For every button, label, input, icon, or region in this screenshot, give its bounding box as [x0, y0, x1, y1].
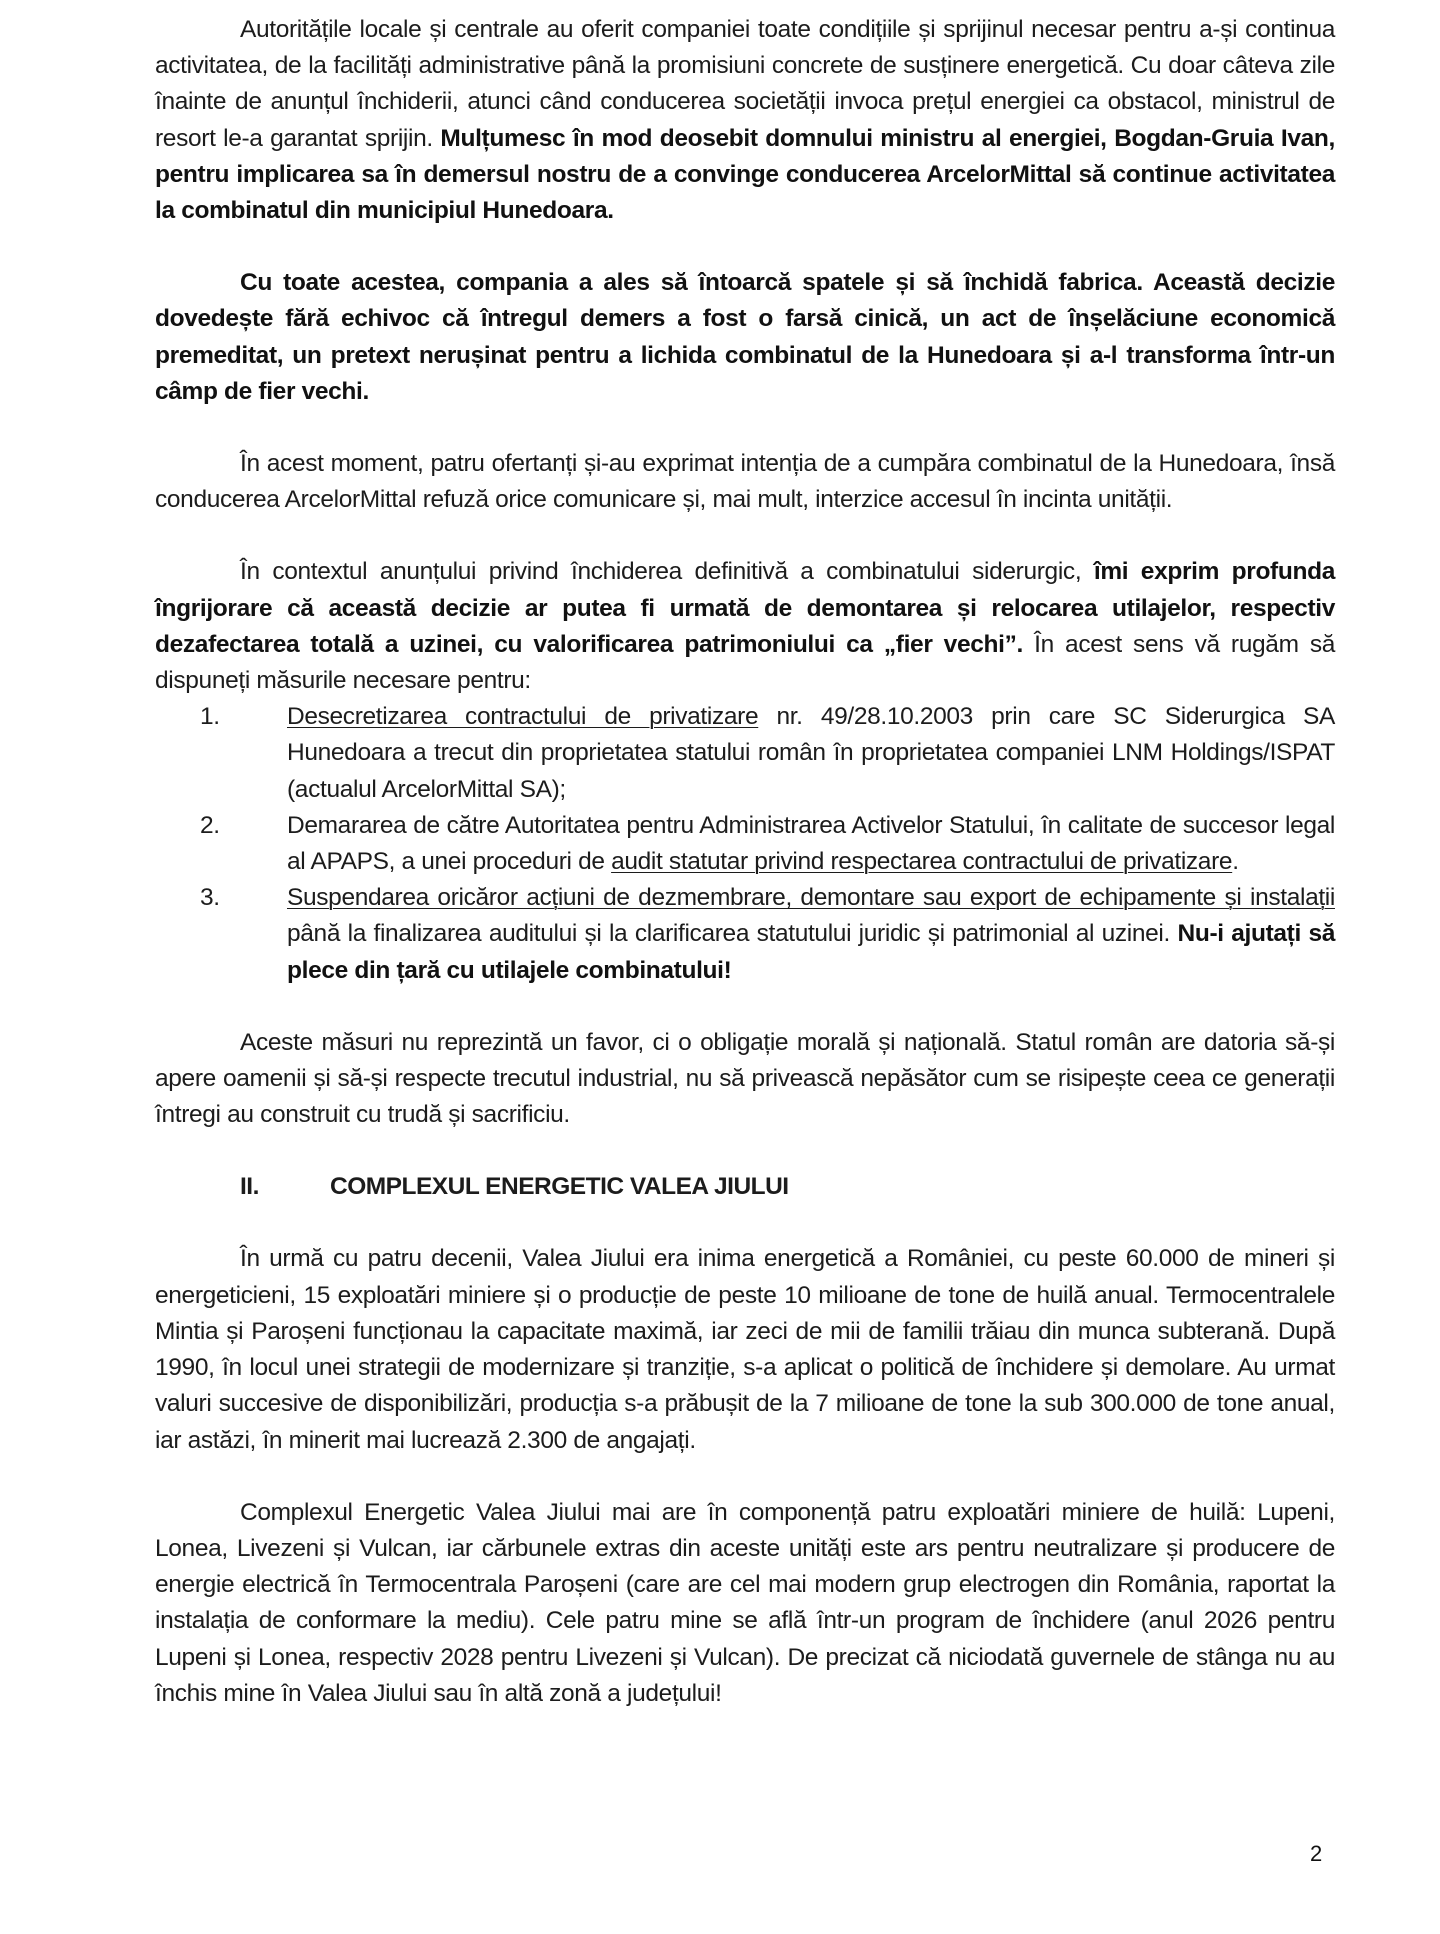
paragraph-bold-thanks: Mulțumesc în mod deosebit domnului ministru al energiei, Bogdan-Gruia Ivan, pentru implicarea sa în demersul nostru de a convinge conducerea ArcelorMittal să continue activitatea la combinatul din municipiul Hunedoara.	[155, 124, 1335, 225]
section-number: II.	[240, 1173, 259, 1201]
measure-underlined-text: Desecretizarea contractului de privatizare	[287, 703, 759, 731]
paragraph-text: Autoritățile locale și centrale au oferit companiei toate condițiile și sprijinul necesar pentru a-și continua activitatea, de la facilități administrative până la promisiuni concrete de susținere energetică. Cu doar câteva zile înainte de anunțul închiderii, atunci când conducerea societății invoca prețul energiei ca obstacol, ministrul de resort le-a garantat sprijin.	[155, 16, 1335, 152]
measure-bold-text: Nu-i ajutați să plece din țară cu utilajele combinatului!	[287, 920, 1335, 984]
section-heading	[155, 1169, 1335, 1205]
paragraph-gap	[155, 1459, 1335, 1495]
measure-number: 1.	[200, 703, 220, 731]
measure-item	[155, 880, 1335, 989]
measure-text: până la finalizarea auditului și la clarificarea statutului juridic și patrimonial al uzinei.	[287, 920, 1178, 948]
page-content	[155, 12, 1335, 1712]
paragraph-text: În acest sens vă rugăm să dispuneți măsurile necesare pentru:	[155, 630, 1335, 695]
paragraph-text: Aceste măsuri nu reprezintă un favor, ci o obligație morală și națională. Statul român are datoria să-și apere oamenii și să-și respecte trecutul industrial, nu să privească nepăsător cum se risipește ceea ce generații întregi au construit cu trudă și sacrificiu.	[155, 1028, 1335, 1129]
paragraph-bold-text: Cu toate acestea, compania a ales să întoarcă spatele și să închidă fabrica. Această decizie dovedește fără echivoc că întregul demers a fost o farsă cinică, un act de înșelăciune economică premeditat, un pretext nerușinat pentru a lichida combinatul de la Hunedoara și a-l transforma într-un câmp de fier vechi.	[155, 269, 1335, 405]
measure-item	[155, 808, 1335, 880]
paragraph-gap	[155, 518, 1335, 554]
measures-list	[155, 699, 1335, 989]
paragraph-gap	[155, 229, 1335, 265]
measure-underlined-text: audit statutar privind respectarea contractului de privatizare	[611, 848, 1233, 876]
paragraph-gap	[155, 989, 1335, 1025]
page-number: 2	[1310, 1841, 1323, 1866]
paragraph-text: Complexul Energetic Valea Jiului mai are în componență patru exploatări miniere de huilă: Lupeni, Lonea, Livezeni și Vulcan, iar cărbunele extras din aceste unități este ars pentru neutralizare și producere de energie electrică în Termocentrala Paroșeni (care are cel mai modern grup electrogen din România, raportat la instalația de conformare la mediu). Cele patru mine se află într-un program de închidere (anul 2026 pentru Lupeni și Lonea, respectiv 2028 pentru Livezeni și Vulcan). De precizat că niciodată guvernele de stânga nu au închis mine în Valea Jiului sau în altă zonă a județului!	[155, 1498, 1335, 1707]
paragraph-concern	[155, 554, 1335, 699]
paragraph-bold-concern: îmi exprim profunda îngrijorare că această decizie ar putea fi urmată de demontarea și relocarea utilajelor, respectiv dezafectarea totală a uzinei, cu valorificarea patrimoniului ca „fier vechi”.	[155, 558, 1335, 658]
measure-item	[155, 699, 1335, 808]
measure-number: 2.	[200, 811, 220, 839]
paragraph-text: În contextul anunțului privind închiderea definitivă a combinatului siderurgic,	[240, 558, 1094, 586]
paragraph-text: În acest moment, patru ofertanți și-au exprimat intenția de a cumpăra combinatul de la Hunedoara, însă conducerea ArcelorMittal refuză orice comunicare și, mai mult, interzice accesul în incinta unității.	[155, 450, 1335, 514]
paragraph-valea-jiului-history	[155, 1241, 1335, 1458]
paragraph-complex-mines	[155, 1495, 1335, 1712]
section-title: COMPLEXUL ENERGETIC VALEA JIULUI	[330, 1173, 789, 1201]
paragraph-bidders	[155, 446, 1335, 518]
measure-number: 3.	[200, 884, 220, 912]
measure-text: nr. 49/28.10.2003 prin care SC Siderurgica SA Hunedoara a trecut din proprietatea statului român în proprietatea companiei LNM Holdings/ISPAT (actualul ArcelorMittal SA);	[287, 703, 1335, 803]
measure-underlined-text: Suspendarea oricăror acțiuni de dezmembrare, demontare sau export de echipamente și instalații	[287, 884, 1335, 912]
measure-text: .	[1232, 848, 1239, 876]
paragraph-support-authorities	[155, 12, 1335, 229]
paragraph-gap	[155, 1205, 1335, 1241]
paragraph-gap	[155, 410, 1335, 446]
paragraph-company-closure	[155, 265, 1335, 410]
paragraph-moral-obligation	[155, 1025, 1335, 1134]
measure-text: Demararea de către Autoritatea pentru Administrarea Activelor Statului, în calitate de succesor legal al APAPS, a unei proceduri de	[287, 811, 1335, 876]
paragraph-text: În urmă cu patru decenii, Valea Jiului era inima energetică a României, cu peste 60.000 de mineri și energeticieni, 15 exploatări miniere și o producție de peste 10 milioane de tone de huilă anual. Termocentralele Mintia și Paroșeni funcționau la capacitate maximă, iar zeci de mii de familii trăiau din munca subterană. După 1990, în locul unei strategii de modernizare și tranziție, s-a aplicat o politică de închidere și demolare. Au urmat valuri succesive de disponibilizări, producția s-a prăbușit de la 7 milioane de tone la sub 300.000 de tone anual, iar astăzi, în minerit mai lucrează 2.300 de angajați.	[155, 1245, 1335, 1454]
paragraph-gap	[155, 1133, 1335, 1169]
